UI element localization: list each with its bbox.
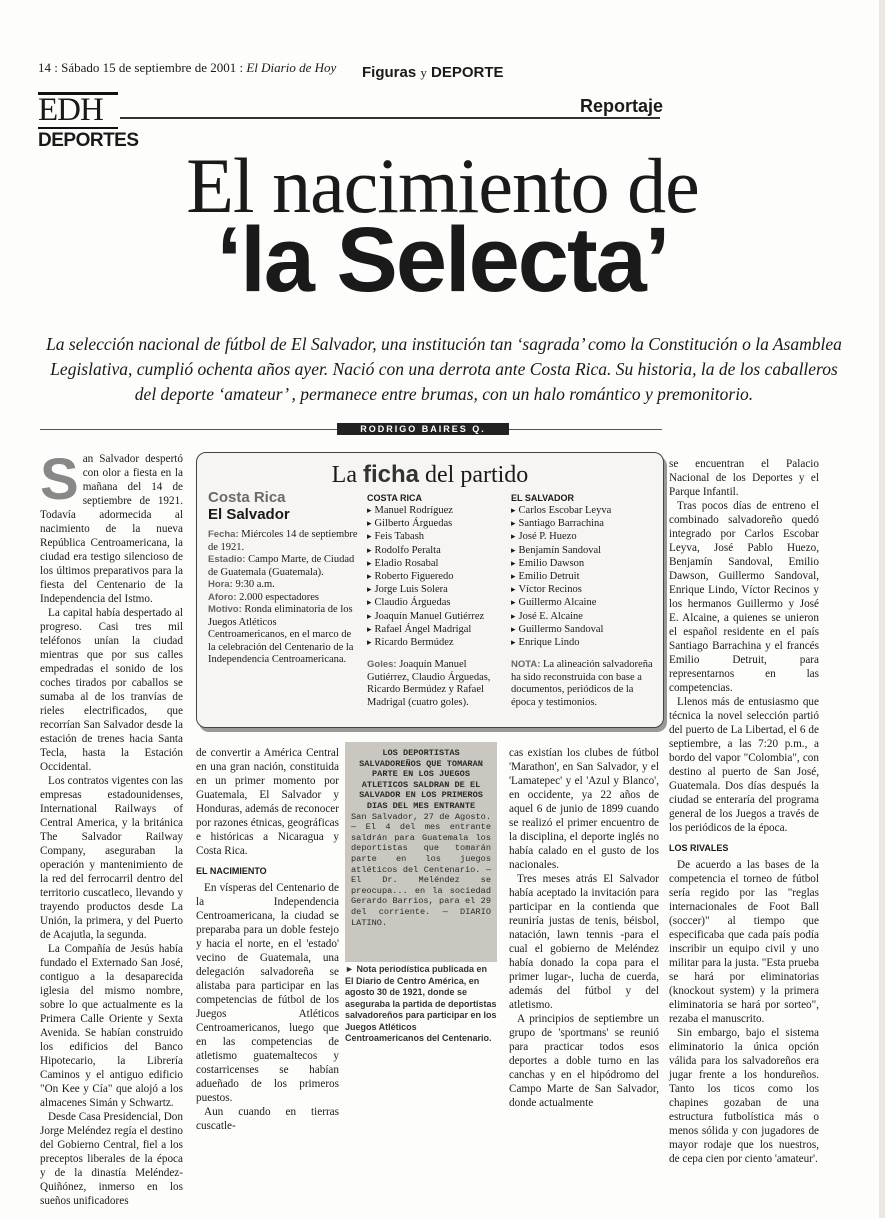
player: ▸ Emilio Detruit bbox=[511, 570, 657, 583]
paragraph: Sin embargo, bajo el sistema eliminatorio la única opción válida para los salvadoreños era jugar frente a los hondureños. Tanto los ticos como los chapines gozaban de una estructura futbolística más o menos sólida y con jugadores de mayor rodaje que los nuestros, de cepa cien por ciento 'amateur'. bbox=[669, 1027, 819, 1165]
player: ▸ Roberto Figueredo bbox=[367, 570, 507, 583]
paragraph: de convertir a América Central en una gran nación, constituida en un primer momento por Guatemala, El Salvador y Honduras, además de reconocer por razones étnicas, geográficas e históricas a Nicaragua y Costa Rica. bbox=[196, 747, 339, 857]
section-rule bbox=[120, 117, 660, 119]
subheading: LOS RIVALES bbox=[669, 843, 729, 853]
caption-arrow-icon: ► bbox=[345, 964, 354, 974]
edh-deportes-logo bbox=[38, 92, 139, 152]
historic-clipping bbox=[345, 742, 497, 962]
label: Motivo: bbox=[208, 604, 242, 615]
logo-deportes: DEPORTES bbox=[38, 130, 139, 151]
paragraph: Desde Casa Presidencial, Don Jorge Meléndez regía el destino del Gobierno Central, fiel a los preceptos liberales de la época y de la dinastía Meléndez-Quiñónez, inmerso en los sueños unificadores bbox=[40, 1111, 183, 1207]
paragraph: Los contratos vigentes con las empresas estadounidenses, International Railways of Central America, y la británica The Salvador Railway Company, aseguraban la operación y mantenimiento de la red del ferrocarril dentro del territorio cuscatleco, llevando y trayendo productos desde La Unión, la primera, y del Puerto de Acajutla, la segunda. bbox=[40, 775, 183, 941]
match-card-title bbox=[197, 461, 663, 489]
info-motivo bbox=[208, 604, 358, 667]
headline-line-2: ‘la Selecta’ bbox=[216, 209, 669, 311]
logo-edh: EDH bbox=[38, 92, 118, 129]
player: ▸ Joaquín Manuel Gutiérrez bbox=[367, 610, 507, 623]
title-part: La bbox=[331, 462, 357, 488]
player: ▸ Rodolfo Peralta bbox=[367, 544, 507, 557]
paragraph: A principios de septiembre un grupo de 'sportmans' se reunió para practicar todos esos deportes a doble turno en las canchas y en el hipódromo del Campo Marte de San Salvador, donde actualmente bbox=[509, 1013, 659, 1109]
player: ▸ Manuel Rodríguez bbox=[367, 504, 507, 517]
page-header-left: 14 : Sábado 15 de septiembre de 2001 : El Diario de Hoy bbox=[38, 60, 337, 75]
player: ▸ Gilberto Árguedas bbox=[367, 517, 507, 530]
player: ▸ Carlos Escobar Leyva bbox=[511, 504, 657, 517]
info-estadio bbox=[208, 554, 358, 579]
player: ▸ Jorge Luis Solera bbox=[367, 583, 507, 596]
value: Campo Marte, de Ciudad de Guatemala (Guatemala). bbox=[208, 554, 355, 578]
subheading: EL NACIMIENTO bbox=[196, 866, 267, 876]
article-column-4 bbox=[669, 457, 819, 1166]
player: ▸ Guillermo Alcaine bbox=[511, 596, 657, 609]
title-part: ficha bbox=[362, 461, 419, 488]
paragraph: Aun cuando en tierras cuscatle- bbox=[196, 1106, 339, 1132]
player: ▸ Ricardo Bermúdez bbox=[367, 636, 507, 649]
label: NOTA: bbox=[511, 659, 541, 670]
value: 9:30 a.m. bbox=[235, 579, 275, 590]
player: ▸ Víctor Recinos bbox=[511, 583, 657, 596]
article-column-1 bbox=[40, 447, 183, 1208]
value: Ronda eliminatoria de los Juegos Atléticos Centroamericanos, en el marco de la celebración del Centenario de la Independencia Centroamericana. bbox=[208, 604, 354, 665]
player: ▸ Enrique Lindo bbox=[511, 636, 657, 649]
team-2: El Salvador bbox=[208, 506, 290, 523]
byline: RODRIGO BAIRES Q. bbox=[337, 423, 509, 435]
paragraph: Llenos más de entusiasmo que técnica la novel selección partió del puerto de La Libertad, el 6 de septiembre, a las 7:20 p.m., a bordo del vapor "Colombia", con destino al puerto de San José, Guatemala. Dos días después la ciudad se enteraría del programa general de los Juegos a través de los periódicos de la época. bbox=[669, 696, 819, 834]
player: ▸ Rafael Ángel Madrigal bbox=[367, 623, 507, 636]
section-header bbox=[362, 64, 504, 81]
article-column-2 bbox=[196, 746, 339, 1133]
title-part: del partido bbox=[425, 462, 529, 488]
player: ▸ Benjamín Sandoval bbox=[511, 544, 657, 557]
paragraph: La Compañía de Jesús había fundado el Externado San José, contiguo a la desaparecida iglesia del mismo nombre, sobre lo que actualmente es la Primera Calle Oriente y Sexta Avenida. Se habían construido los edificios del Banco Hipotecario, la Librería Caminos y el antiguo edificio "On Kee y Cía" que alojó a los almacenes Simán y Schwartz. bbox=[40, 943, 183, 1109]
lineup-note bbox=[511, 659, 657, 709]
player: ▸ José E. Alcaine bbox=[511, 610, 657, 623]
clipping-body: San Salvador, 27 de Agosto.— El 4 del mes entrante saldrán para Guatemala los deportistas que tomarán parte en los juegos atléticos del Centenario. —El Dr. Meléndez se preocupa... en la sociedad Gerardo Barrios, para el 29 del corriente. — DIARIO LATINO. bbox=[351, 811, 491, 928]
label: Estadio: bbox=[208, 554, 246, 565]
label: Goles: bbox=[367, 659, 397, 670]
match-info bbox=[208, 529, 358, 667]
lineup-el-salvador bbox=[511, 493, 657, 649]
value: 2.000 espectadores bbox=[239, 591, 320, 603]
label: Fecha: bbox=[208, 529, 239, 540]
paragraph: Tras pocos días de entreno el combinado salvadoreño quedó integrado por Carlos Escobar Leyva, José Pablo Huezo, Benjamín Sandoval, Emilio Dawson, Guillermo Sandoval, Enrique Lindo, Víctor Recinos y los hermanos Guillermo y José E. Alcaine, a quienes se unieron el español residente en el país Santiago Barrachina y el francés Emilio Detruit, para representarnos en las competencias. bbox=[669, 500, 819, 694]
player: ▸ Claudio Árguedas bbox=[367, 596, 507, 609]
info-hora bbox=[208, 579, 358, 592]
issue-date: Sábado 15 de septiembre de 2001 bbox=[61, 60, 237, 75]
headline-line-1: El nacimiento de bbox=[186, 142, 699, 229]
player: ▸ Eladio Rosabal bbox=[367, 557, 507, 570]
deck: La selección nacional de fútbol de El Salvador, una institución tan ‘sagrada’ como la Constitución o la Asamblea Legislativa, cumplió ochenta años ayer. Nació con una derrota ante Costa Rica. Su historia, la de los caballeros del deporte ‘amateur’ , permanece entre brumas, con un halo romántico y premonitorio. bbox=[46, 334, 842, 404]
paragraph: En vísperas del Centenario de la Independencia Centroamericana, la ciudad se preparaba para un doble festejo y hacia el norte, en el 'estado' vecino de Guatemala, una delegación salvadoreña se alistaba para participar en las competencias de fútbol de los Juegos Atléticos Centroamericanos, luego que en las competencias de atletismo guatemaltecos y costarricenses se habían adueñado de los primeros puestos. bbox=[196, 882, 339, 1104]
teams bbox=[208, 489, 290, 523]
section-y: y bbox=[420, 65, 427, 80]
page-number: 14 bbox=[38, 60, 51, 75]
info-fecha bbox=[208, 529, 358, 554]
lineup-header: COSTA RICA bbox=[367, 493, 422, 503]
clipping-caption bbox=[345, 964, 497, 1045]
player: ▸ Santiago Barrachina bbox=[511, 517, 657, 530]
goals bbox=[367, 659, 507, 709]
paragraph: se encuentran el Palacio Nacional de los Deportes y el Parque Infantil. bbox=[669, 458, 819, 498]
player: ▸ Feis Tabash bbox=[367, 530, 507, 543]
section-a: Figuras bbox=[362, 64, 417, 81]
caption-text: Nota periodística publicada en El Diario de Centro América, en agosto 30 de 1921, donde se aseguraba la partida de deportistas salvadoreños para participar en los Juegos Atléticos Centroamericanos del Centenario. bbox=[345, 964, 497, 1043]
section-label: Reportaje bbox=[580, 96, 664, 116]
newspaper-name: El Diario de Hoy bbox=[246, 60, 337, 75]
clipping-headline: LOS DEPORTISTAS SALVADOREÑOS QUE TOMARAN PARTE EN LOS JUEGOS ATLETICOS SALDRAN DE EL SALVADOR EN LOS PRIMEROS DIAS DEL MES ENTRANTE bbox=[359, 748, 483, 811]
value: Miércoles 14 de septiembre de 1921. bbox=[208, 529, 358, 553]
paragraph: cas existían los clubes de fútbol 'Marathon', en San Salvador, y el 'Lamatepec' y el 'Azul y Blanco', en occidente, ya 22 años de aquel 6 de junio de 1899 cuando se realizó el primer encuentro de la disciplina, el deporte inglés no había calado en el gusto de los nacionales. bbox=[509, 747, 659, 871]
value: La alineación salvadoreña ha sido reconstruida con base a documentos, periódicos de la época y testimonios. bbox=[511, 659, 653, 708]
team-1: Costa Rica bbox=[208, 489, 286, 506]
paragraph: La capital había despertado al progreso. Casi tres mil teléfonos unían la ciudad mientras que por sus calles empedradas el sonido de los coches tirados por caballos se sumaba al de los tranvías de rieles electrificados, que recorrían San Salvador desde la estación de trenes hacia Santa Tecla, hasta la Estación Occidental. bbox=[40, 607, 183, 773]
player: ▸ Emilio Dawson bbox=[511, 557, 657, 570]
drop-cap: S bbox=[40, 447, 79, 512]
lineup-header: EL SALVADOR bbox=[511, 493, 575, 503]
paragraph: Tres meses atrás El Salvador había aceptado la invitación para participar en la contienda que reuniría justas de tenis, béisbol, natación, lawn tennis -para el cual el gobierno de Meléndez había donado la copa para el primer lugar-, lucha de cuerda, además del fútbol y del atletismo. bbox=[509, 873, 659, 1011]
paragraph: an Salvador despertó con olor a fiesta en la mañana del 14 de septiembre de 1921. Todavía adormecida al nacimiento de la nueva República Centroamericana, la ciudad era testigo silencioso de los últimos preparativos para la fiesta del Centenario de la Independencia del Istmo. bbox=[40, 453, 183, 605]
label: Hora: bbox=[208, 579, 233, 590]
match-card-box bbox=[196, 452, 664, 728]
article-column-3 bbox=[509, 746, 659, 1110]
player: ▸ Guillermo Sandoval bbox=[511, 623, 657, 636]
paragraph: De acuerdo a las bases de la competencia el torneo de fútbol sería regido por las "reglas internacionales de Foot Ball (soccer)" al tiempo que especificaba que cada país podía inscribir un equipo civil y uno militar para la justa. "Esta prueba se hará por eliminatorias (knockout system) y la primera eliminatoria se hará por sorteo", rezaba el manuscrito. bbox=[669, 859, 819, 1025]
value: Joaquín Manuel Gutiérrez, Claudio Árguedas, Ricardo Bermúdez y Rafael Madrigal (cuatro goles). bbox=[367, 659, 491, 708]
player: ▸ José P. Huezo bbox=[511, 530, 657, 543]
section-b: DEPORTE bbox=[431, 64, 504, 81]
info-aforo bbox=[208, 592, 358, 605]
label: Aforo: bbox=[208, 591, 237, 603]
lineup-costa-rica bbox=[367, 493, 507, 649]
